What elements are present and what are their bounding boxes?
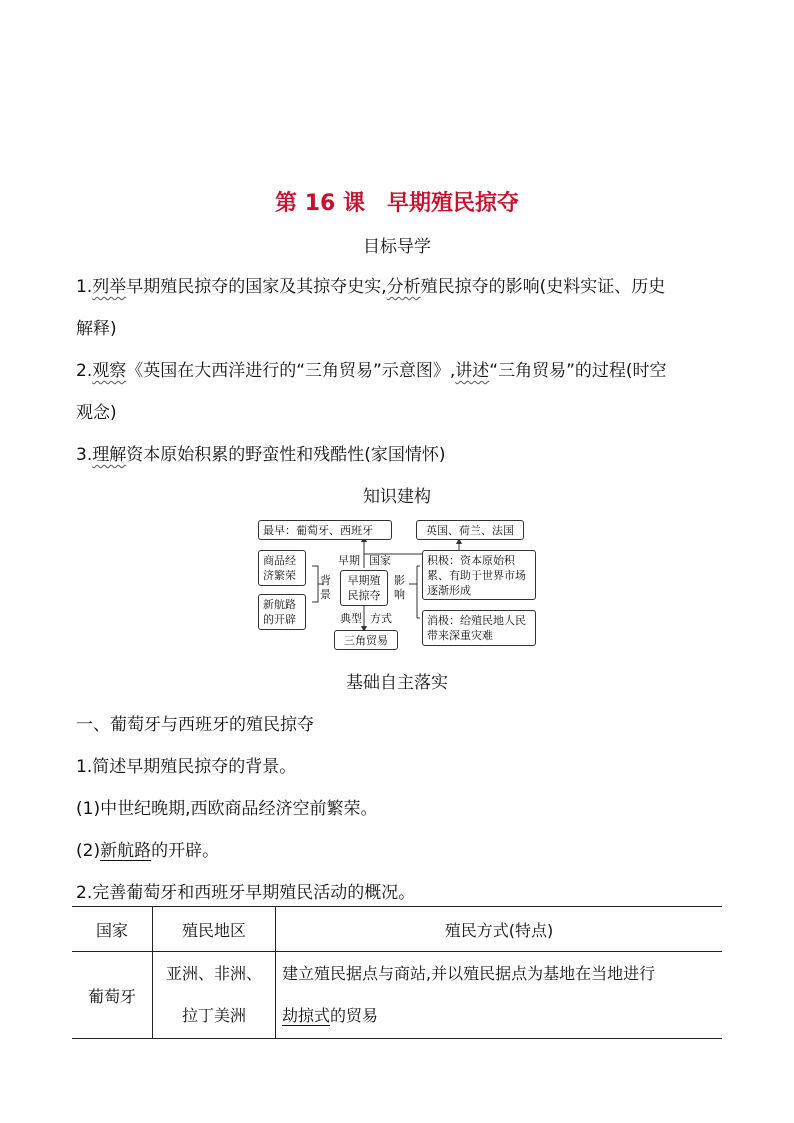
diagram-earliest-box: 最早：葡萄牙、西班牙 [258,520,392,540]
goal-3-rest: 资本原始积累的野蛮性和残酷性(家国情怀) [126,445,446,465]
goal-1-line-1 [76,272,665,297]
section-knowledge-heading: 知识建构 [363,487,431,507]
diagram-center-box: 早期殖民掠夺 [340,570,388,606]
diagram-label-background: 背景 [320,574,331,601]
diagram-label-method: 方式 [370,612,392,625]
cell-method-blank: 劫掠式 [282,1006,331,1025]
diagram-label-early: 早期 [338,554,360,567]
cell-region-line-1: 亚洲、非洲、 [165,964,262,983]
cell-method-rest: 的贸易 [330,1006,379,1025]
cell-region [153,952,276,1039]
goal-1-rest: 殖民掠夺的影响(史料实证、历史 [420,277,666,297]
goal-1-verb-1: 列举 [92,277,127,297]
table-header-row [72,907,722,952]
answer-1-2-blank: 新航路 [100,841,152,861]
goal-2-verb-1: 观察 [92,361,127,381]
header-region: 殖民地区 [153,907,276,952]
goal-3-number: 3. [76,445,93,465]
lesson-title: 第 16 课 早期殖民掠夺 [275,191,519,216]
diagram-label-country: 国家 [369,554,391,567]
goal-2-line-1 [76,356,667,381]
diagram-label-typical: 典型 [340,612,362,625]
header-country: 国家 [72,907,153,952]
answer-1-1: (1)中世纪晚期,西欧商品经济空前繁荣。 [76,799,378,819]
cell-method-line-2 [282,995,721,1037]
goal-2-text: 《英国在大西洋进行的“三角贸易”示意图》, [126,361,456,381]
question-2: 2.完善葡萄牙和西班牙早期殖民活动的概况。 [76,883,416,903]
header-method: 殖民方式(特点) [276,907,723,952]
answer-1-2 [76,836,219,861]
answer-1-2-rest: 的开辟。 [151,841,220,861]
goal-3-verb: 理解 [92,445,127,465]
goal-3-line-1 [76,440,446,465]
section-basics-heading: 基础自主落实 [346,673,448,693]
goal-2-rest: “三角贸易”的过程(时空 [489,361,667,381]
section-goals-heading: 目标导学 [363,237,431,257]
diagram-background-2-box: 新航路的开辟 [258,594,306,630]
question-1: 1.简述早期殖民掠夺的背景。 [76,757,297,777]
goal-1-verb-2: 分析 [386,277,421,297]
diagram-label-influence: 影响 [394,574,405,601]
goal-1-number: 1. [76,277,93,297]
cell-method-line-1: 建立殖民据点与商站,并以殖民据点为基地在当地进行 [282,964,656,983]
goal-2-number: 2. [76,361,93,381]
diagram-positive-box: 积极：资本原始积累、有助于世界市场逐渐形成 [422,550,536,600]
goal-2-line-2: 观念) [76,403,117,423]
heading-portugal-spain: 一、葡萄牙与西班牙的殖民掠夺 [76,715,314,735]
diagram-negative-box: 消极：给殖民地人民带来深重灾难 [422,610,536,646]
goal-1-line-2: 解释) [76,319,117,339]
goal-2-verb-2: 讲述 [455,361,490,381]
knowledge-diagram [254,518,544,652]
goal-1-text: 早期殖民掠夺的国家及其掠夺史实, [126,277,387,297]
colonial-activity-table [72,906,722,1039]
cell-region-line-2: 拉丁美洲 [181,1006,246,1025]
diagram-background-1-box: 商品经济繁荣 [258,550,306,586]
cell-method [276,952,723,1039]
diagram-countries-box: 英国、荷兰、法国 [416,520,524,540]
table-row [72,952,722,1039]
answer-1-2-number: (2) [76,841,101,861]
cell-country: 葡萄牙 [72,952,153,1039]
diagram-triangle-trade-box: 三角贸易 [334,630,398,650]
